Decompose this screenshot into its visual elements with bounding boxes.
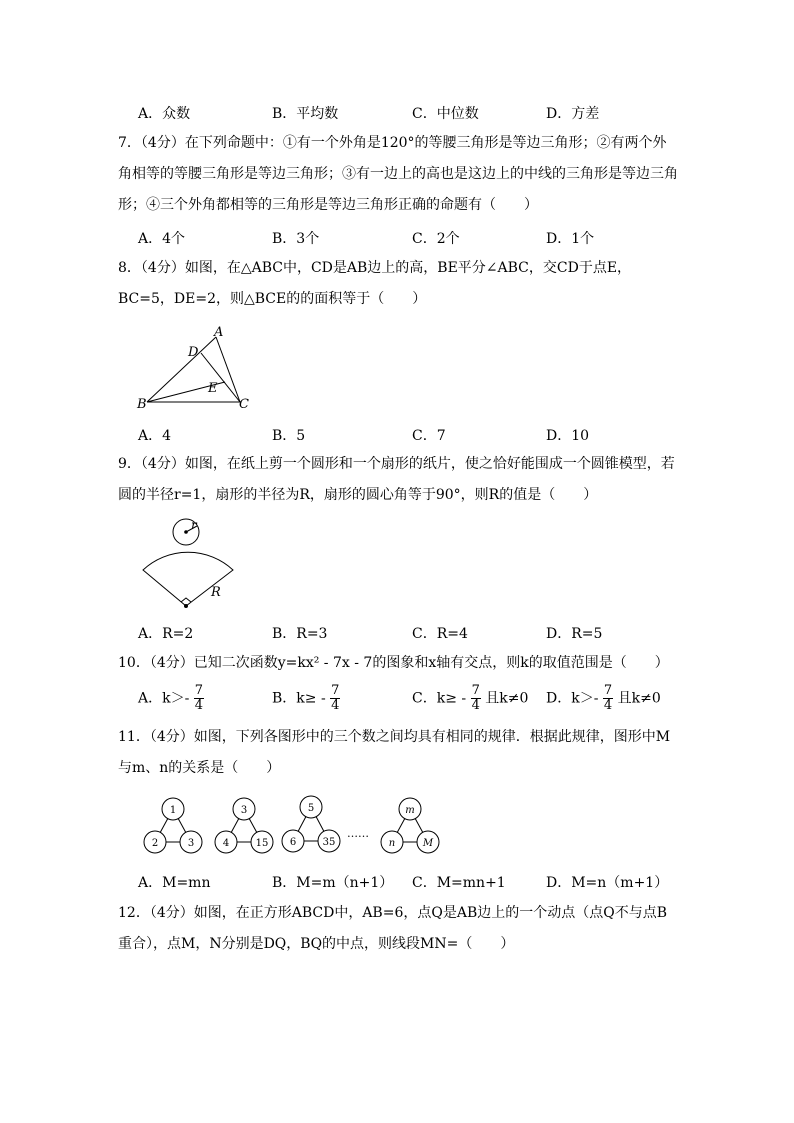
fig2-left: 4 [222,838,230,849]
q11-option-b: B．M=m（n+1） [272,875,394,891]
altitude-cd [201,353,240,402]
fraction-7-4: $\frac{7}{4}$ [194,683,204,713]
q8-triangle-figure [135,322,265,414]
ellipsis-dots: …… [347,827,369,840]
q11-number-figures [135,792,455,857]
q6-option-d: D．方差 [546,106,600,122]
q10-option-b [272,684,340,713]
label-d: D [188,345,199,360]
q12-stem: 12．（4分）如图，在正方形ABCD中，AB=6，点Q是AB边上的一个动点（点Q不与点B重合），点M，N分别是DQ，BQ的中点，则线段MN=（ ） [118,905,667,952]
fraction-7-4: $\frac{7}{4}$ [603,683,613,713]
label-b: B [137,397,147,412]
q8-option-d: D．10 [546,428,590,444]
q9-stem: 9．（4分）如图，在纸上剪一个圆形和一个扇形的纸片，使之恰好能围成一个圆锥模型，若圆的半径r=1，扇形的半径为R，扇形的圆心角等于90°，则R的值是（ ） [118,456,675,503]
fig2-right: 15 [255,838,269,849]
label-e: E [208,381,218,396]
q9-option-b: B．R=3 [272,626,328,642]
fraction-7-4: $\frac{7}{4}$ [471,683,480,713]
q6-option-c: C．中位数 [412,106,479,122]
fig3-top: 5 [307,803,315,814]
q9-cone-figure [135,512,245,612]
q9-option-a: A．R=2 [138,626,194,642]
label-c: C [239,397,249,412]
q6-option-b: B．平均数 [272,106,339,122]
q7-option-d: D．1个 [546,231,595,247]
q11-option-a: A．M=mn [138,875,211,891]
q11-option-c: C．M=mn+1 [412,875,506,891]
q8-option-b: B．5 [272,428,306,444]
q7-option-a: A．4个 [138,231,186,247]
side-ba [147,337,216,402]
fig1-left: 2 [151,838,159,849]
q10-d-prefix: D．k＞- [546,690,599,707]
q7-option-c: C．2个 [412,231,460,247]
fig1-top: 1 [169,805,177,816]
fig1-right: 3 [187,838,195,849]
q8-option-c: C．7 [412,428,446,444]
q10-b-prefix: B．k≥ - [272,690,326,707]
circle-center-dot [184,530,188,534]
sector-center-dot [184,604,188,608]
q8-stem: 8．（4分）如图，在△ABC中，CD是AB边上的高，BE平分∠ABC，交CD于点E，BC=5，DE=2，则△BCE的的面积等于（ ） [118,260,632,307]
fig2-top: 3 [240,805,248,816]
fig3-left: 6 [289,837,297,848]
q10-a-prefix: A．k＞- [138,690,190,707]
q9-option-c: C．R=4 [412,626,468,642]
q9-option-d: D．R=5 [546,626,603,642]
fig4-left: n [388,838,396,849]
fig3-right: 35 [322,837,336,848]
label-r: r [191,518,197,532]
q10-c-suffix: 且k≠0 [485,690,529,707]
side-ac [216,337,240,402]
q10-stem: 10．（4分）已知二次函数y=kx² - 7x - 7的图象和x轴有交点，则k的取值范围是（ ） [118,655,669,671]
q7-stem: 7．（4分）在下列命题中：①有一个外角是120°的等腰三角形是等边三角形；②有两个外角相等的等腰三角形是等边三角形；③有一边上的高也是这边上的中线的三角形是等边三角形；④三个外角都相等的三角形是等边三角形正确的命题有（ ） [118,135,678,213]
fig4-right: M [422,838,434,849]
fig4-top: m [405,805,415,816]
q10-option-c [412,684,528,713]
q11-option-d: D．M=n（m+1） [546,875,669,891]
q8-option-a: A．4 [138,428,172,444]
q11-stem: 11．（4分）如图，下列各图形中的三个数之间均具有相同的规律．根据此规律，图形中M与m、n的关系是（ ） [118,729,671,776]
q10-d-suffix: 且k≠0 [617,690,661,707]
fraction-7-4: $\frac{7}{4}$ [331,683,340,713]
right-angle-mark [181,598,191,602]
q7-option-b: B．3个 [272,231,320,247]
label-big-r: R [211,585,221,600]
q10-c-prefix: C．k≥ - [412,690,467,707]
q10-option-a [138,684,204,713]
q6-option-a: A．众数 [138,106,191,122]
label-a: A [214,325,224,340]
q10-option-d [546,684,661,713]
